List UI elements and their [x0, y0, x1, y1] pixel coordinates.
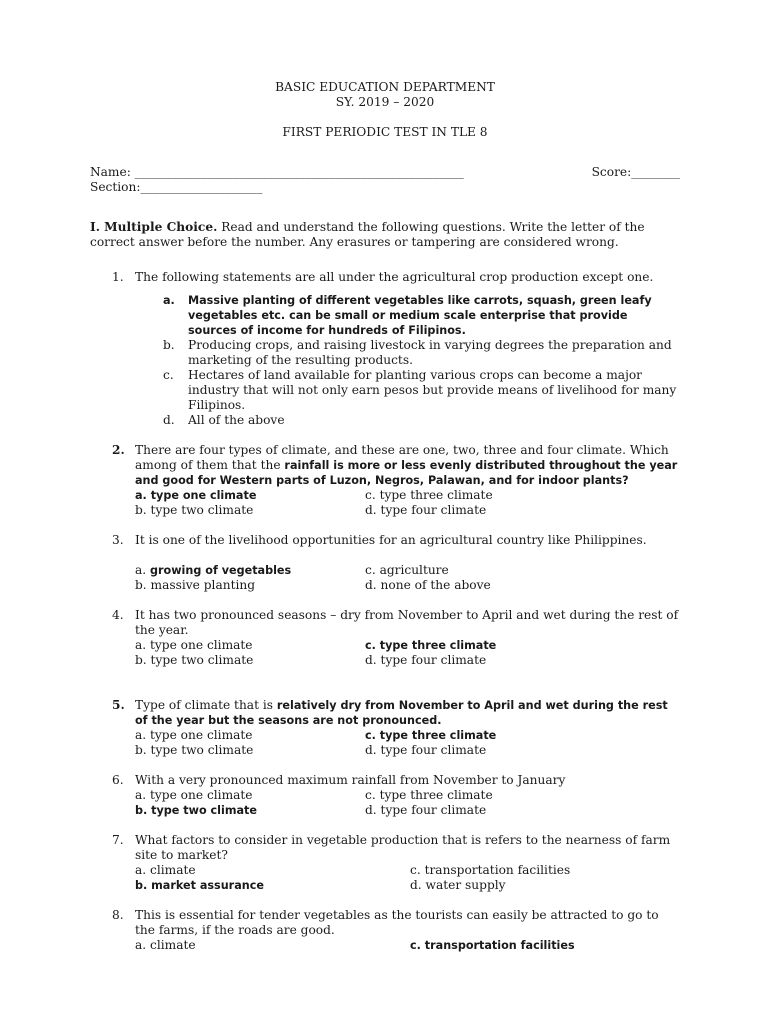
option-a: a. type one climate: [135, 638, 253, 652]
option-a: a. climate: [135, 863, 196, 877]
option-c: c. type three climate: [365, 488, 493, 502]
option-d: d. water supply: [410, 878, 506, 892]
question-8-options: [90, 938, 680, 953]
option-b: b. market assurance: [135, 879, 264, 892]
test-title: FIRST PERIODIC TEST IN TLE 8: [282, 125, 488, 139]
option-c: c. transportation facilities: [410, 863, 571, 877]
option-a: a. climate: [135, 938, 196, 952]
question-number: 2.: [112, 443, 125, 457]
option-d: d. type four climate: [365, 653, 487, 667]
option-a: a. type one climate: [135, 489, 257, 502]
question-number: 8.: [112, 908, 124, 922]
name-field: Name: ______________________________________________________: [90, 165, 464, 179]
option-c: c. type three climate: [365, 788, 493, 802]
question-6-options: [90, 788, 680, 818]
score-field: Score:________: [591, 165, 680, 179]
question-number: 6.: [112, 773, 124, 787]
option-b: b. type two climate: [135, 503, 254, 517]
option-a: a. type one climate: [135, 788, 253, 802]
question-2-options: [90, 488, 680, 518]
option-b: b. type two climate: [135, 653, 254, 667]
option-c: c. type three climate: [365, 639, 497, 652]
instructions-heading: I. Multiple Choice.: [90, 220, 218, 234]
question-text: It has two pronounced seasons – dry from November to April and wet during the rest of the year.: [135, 608, 679, 637]
option-d: d. type four climate: [365, 803, 487, 817]
question-text-emphasis: rainfall is more or less evenly distributed throughout the year and good for Western parts of Luzon, Negros, Palawan, and for indoor plants?: [135, 459, 678, 487]
question-text: With a very pronounced maximum rainfall from November to January: [135, 773, 566, 787]
student-info-row: [90, 165, 680, 180]
question-8: [90, 908, 680, 938]
question-number: 1.: [112, 270, 124, 284]
option-b: b. massive planting: [135, 578, 256, 592]
option-d: d. type four climate: [365, 743, 487, 757]
question-text: This is essential for tender vegetables as the tourists can easily be attracted to go to the farms, if the roads are good.: [135, 908, 659, 937]
question-number: 4.: [112, 608, 124, 622]
option-b: b. type two climate: [135, 804, 257, 817]
test-page: [90, 80, 680, 953]
question-3-options: [90, 563, 680, 593]
question-number: 5.: [112, 698, 125, 712]
question-3: [90, 533, 680, 548]
question-number: 7.: [112, 833, 124, 847]
question-2: [90, 443, 680, 488]
question-5-options: [90, 728, 680, 758]
option-c: c. type three climate: [365, 729, 497, 742]
question-number: 3.: [112, 533, 124, 547]
question-1-options: [90, 293, 680, 428]
question-4-options: [90, 638, 680, 668]
question-5: [90, 698, 680, 728]
section-field: Section:____________________: [90, 180, 263, 194]
question-text: There are four types of climate, and these are one, two, three and four climate. Which among of them that the: [135, 443, 669, 472]
question-4: [90, 608, 680, 638]
department-heading: BASIC EDUCATION DEPARTMENT: [275, 80, 495, 94]
option-a: a. type one climate: [135, 728, 253, 742]
school-year: SY. 2019 – 2020: [335, 95, 435, 109]
question-text: The following statements are all under the agricultural crop production except one.: [135, 270, 654, 284]
option-a: a. Massive planting of different vegetables like carrots, squash, green leafy vegetables etc. can be small or medium scale enterprise that provide sources of income for hundreds of Filipinos.: [163, 294, 652, 337]
question-text: What factors to consider in vegetable production that is refers to the nearness of farm site to market?: [135, 833, 671, 862]
question-7-options: [90, 863, 680, 893]
option-d: d. All of the above: [163, 413, 285, 427]
option-d: d. none of the above: [365, 578, 491, 592]
question-text: It is one of the livelihood opportunities for an agricultural country like Philippines.: [135, 533, 647, 547]
question-7: [90, 833, 680, 863]
question-text: Type of climate that is: [135, 698, 277, 712]
instructions: [90, 220, 680, 250]
option-c: c. transportation facilities: [410, 939, 575, 952]
option-a: a. growing of vegetables: [135, 563, 292, 577]
instructions-text: Read and understand the following questions. Write the letter of the correct answer before the number. Any erasures or tampering are considered wrong.: [90, 220, 645, 249]
option-b: b. Producing crops, and raising livestock in varying degrees the preparation and marketing of the resulting products.: [163, 338, 672, 367]
question-6: [90, 773, 680, 788]
question-text-emphasis: relatively dry from November to April and wet during the rest of the year but the seasons are not pronounced.: [135, 699, 668, 727]
option-c: c. agriculture: [365, 563, 449, 577]
option-b: b. type two climate: [135, 743, 254, 757]
question-1: [90, 270, 680, 285]
option-d: d. type four climate: [365, 503, 487, 517]
option-c: c. Hectares of land available for planting various crops can become a major industry that will not only earn pesos but provide means of livelihood for many Filipinos.: [163, 368, 677, 412]
